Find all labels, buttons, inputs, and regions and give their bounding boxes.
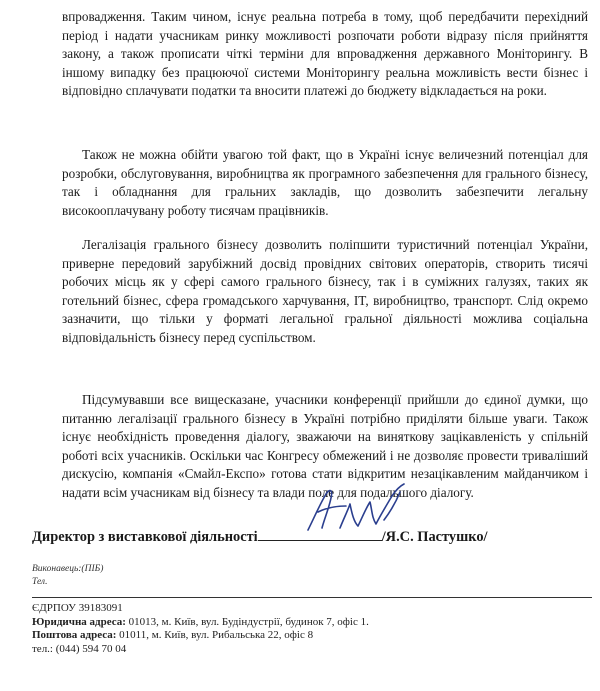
signatory-name: /Я.С. Пастушко/: [381, 529, 488, 545]
postal-address-value: 01011, м. Київ, вул. Рибальська 22, офіс 8: [116, 629, 314, 642]
footer-phone: тел.: (044) 594 70 04: [32, 642, 127, 655]
executor-label: Виконавець:(ПІБ): [32, 564, 104, 574]
paragraph-legalization: Легалізація грального бізнесу дозволить поліпшити туристичний потенціал України, приверне передовий зарубіжний досвід провідних світових операторів, створить тисячі робочих місць як у сфері самого грального бізнесу, так і в суміжних галузях, таких як готельний бізнес, сфера громадського харчування, IT, виробництво, транспорт. Слід окремо зазначити, що тільки у форматі легальної гральної діяльності можлива соціальна відповідальність бізнесу перед суспільством.: [62, 237, 588, 345]
paragraph-conclusion: Підсумувавши все вищесказане, учасники конференції прийшли до єдиної думки, що питанню легалізації грального бізнесу в Україні потрібно приділяти більше уваги. Також існує необхідність проведення діалогу, зважаючи на виняткову зацікавленість у спільній роботі всіх учасників. Оскільки час Конгресу обмежений і не дозволяє провести триваліший дискусію, компанія «Смайл-Експо» готова стати відкритим незацікавленим майданчиком і надати всім учасникам від бізнесу та влади поле для подальшого діалогу.: [62, 392, 588, 500]
signature-line: [32, 526, 592, 546]
footer-edrpou: ЄДРПОУ 39183091: [32, 602, 123, 614]
paragraph-implementation: впровадження. Таким чином, існує реальна потреба в тому, щоб передбачити перехідний період і надати учасникам ринку можливості розпочати роботи відразу після прийняття закону, а також прописати чіткі терміни для впровадження державного Моніторингу. В іншому випадку без працюючої системи Моніторингу реальна можливість вести бізнес і відповідно сплачувати податки та вносити платежі до бюджету відкладається на роки.: [62, 9, 588, 99]
executor-block: [32, 563, 103, 589]
legal-address-label: Юридична адреса:: [32, 615, 126, 628]
signature-blank: [258, 526, 382, 541]
footer-divider: [32, 597, 592, 598]
executor-phone-label: Тел.: [32, 577, 48, 587]
company-footer: [32, 602, 592, 656]
footer-postal-address: [32, 629, 592, 643]
paragraph-potential: Також не можна обійти увагою той факт, що в Україні існує величезний потенціал для розробки, обслуговування, виробництва як програмного забезпечення для грального бізнесу, так і обладнання для гральних закладів, що дозволить забезпечити легальну високооплачувану роботу тисячам працівників.: [62, 147, 588, 218]
postal-address-label: Поштова адреса:: [32, 629, 117, 642]
signatory-position: Директор з виставкової діяльності: [32, 529, 258, 545]
footer-legal-address: [32, 616, 592, 630]
legal-address-value: 01013, м. Київ, вул. Будіндустрії, будинок 7, офіс 1.: [125, 615, 369, 628]
